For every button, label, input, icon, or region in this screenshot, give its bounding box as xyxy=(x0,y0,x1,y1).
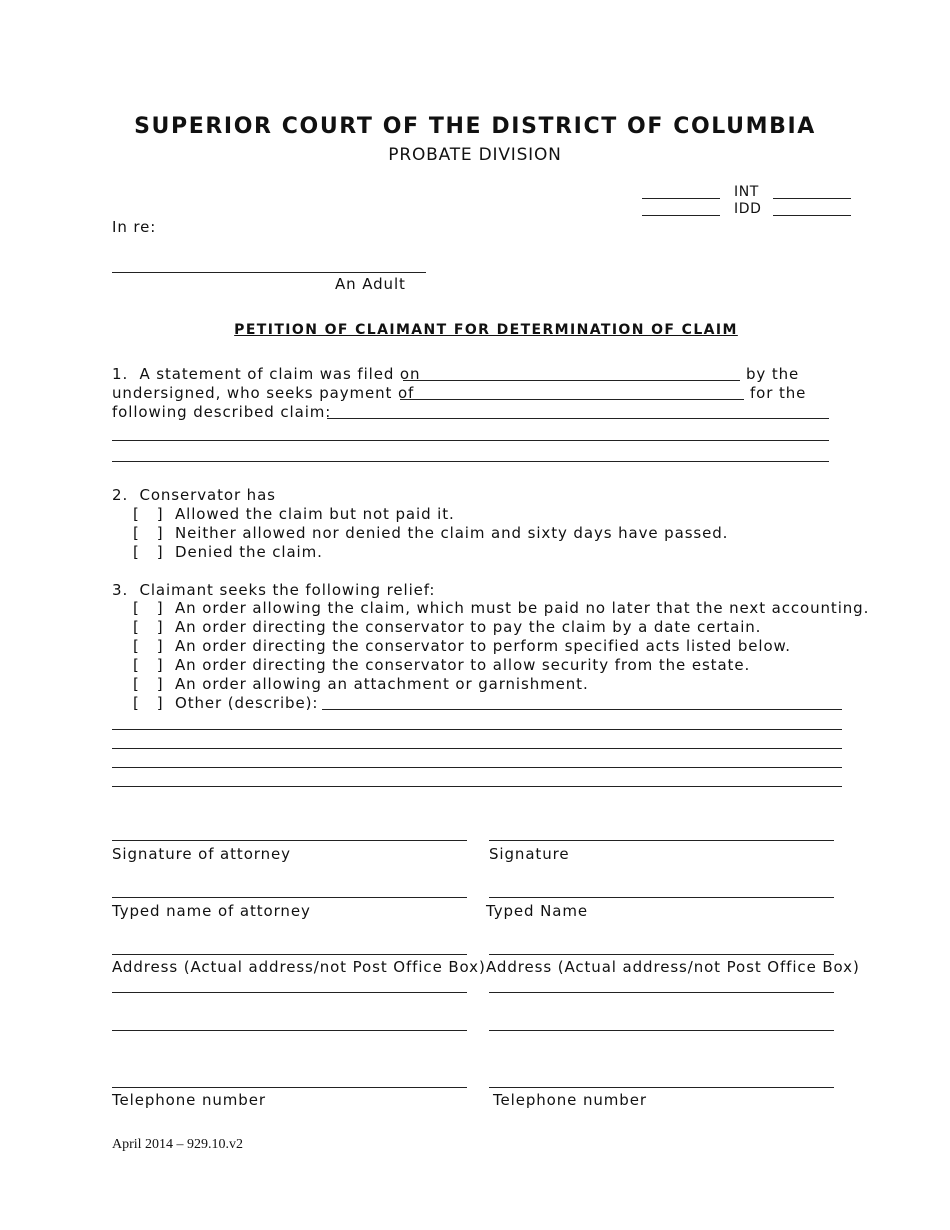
claimant-address-field-2[interactable] xyxy=(489,992,834,993)
claim-description-field-1[interactable] xyxy=(327,418,829,419)
section2-checkbox-2[interactable]: [ ] xyxy=(133,524,164,542)
attorney-telephone-label: Telephone number xyxy=(112,1091,266,1109)
form-version-footer: April 2014 – 929.10.v2 xyxy=(112,1137,244,1152)
petition-title: PETITION OF CLAIMANT FOR DETERMINATION OF CLAIM xyxy=(234,322,738,338)
section3-option-1: An order allowing the claim, which must be paid no later that the next accounting. xyxy=(175,599,870,617)
section3-checkbox-2[interactable]: [ ] xyxy=(133,618,164,636)
section1-line1-text: 1. A statement of claim was filed on xyxy=(112,365,421,383)
court-title: SUPERIOR COURT OF THE DISTRICT OF COLUMBIA xyxy=(134,114,816,139)
section2-checkbox-1[interactable]: [ ] xyxy=(133,505,164,523)
section3-checkbox-6[interactable]: [ ] xyxy=(133,694,164,712)
attorney-address-field-1[interactable] xyxy=(112,954,467,955)
claimant-address-field-1[interactable] xyxy=(489,954,834,955)
attorney-address-field-3[interactable] xyxy=(112,1030,467,1031)
payment-amount-field[interactable] xyxy=(400,399,744,400)
claimant-address-field-3[interactable] xyxy=(489,1030,834,1031)
int-right-field[interactable] xyxy=(773,198,851,199)
claimant-telephone-field[interactable] xyxy=(489,1087,834,1088)
other-describe-field-5[interactable] xyxy=(112,786,842,787)
adult-caption: An Adult xyxy=(335,275,406,293)
other-describe-field-1[interactable] xyxy=(322,709,842,710)
attorney-typed-name-label: Typed name of attorney xyxy=(112,902,311,920)
division-title: PROBATE DIVISION xyxy=(388,145,562,165)
attorney-telephone-field[interactable] xyxy=(112,1087,467,1088)
claimant-signature-field[interactable] xyxy=(489,840,834,841)
claimant-typed-name-field[interactable] xyxy=(489,897,834,898)
section3-checkbox-4[interactable]: [ ] xyxy=(133,656,164,674)
other-describe-field-4[interactable] xyxy=(112,767,842,768)
section3-option-5: An order allowing an attachment or garnishment. xyxy=(175,675,589,693)
attorney-address-label: Address (Actual address/not Post Office Box) xyxy=(112,958,486,976)
section2-heading: 2. Conservator has xyxy=(112,486,276,504)
section3-checkbox-1[interactable]: [ ] xyxy=(133,599,164,617)
int-left-field[interactable] xyxy=(642,198,720,199)
section1-line2-text: undersigned, who seeks payment of xyxy=(112,384,415,402)
attorney-signature-field[interactable] xyxy=(112,840,467,841)
section2-option-2: Neither allowed nor denied the claim and sixty days have passed. xyxy=(175,524,729,542)
section2-option-3: Denied the claim. xyxy=(175,543,323,561)
section3-option-3: An order directing the conservator to perform specified acts listed below. xyxy=(175,637,791,655)
claimant-typed-name-label: Typed Name xyxy=(486,902,588,920)
section1-line3-text: following described claim: xyxy=(112,403,332,421)
other-describe-field-3[interactable] xyxy=(112,748,842,749)
idd-right-field[interactable] xyxy=(773,215,851,216)
other-describe-field-2[interactable] xyxy=(112,729,842,730)
claim-description-field-2[interactable] xyxy=(112,440,829,441)
attorney-typed-name-field[interactable] xyxy=(112,897,467,898)
claimant-address-label: Address (Actual address/not Post Office Box) xyxy=(486,958,860,976)
section2-option-1: Allowed the claim but not paid it. xyxy=(175,505,455,523)
claim-description-field-3[interactable] xyxy=(112,461,829,462)
attorney-address-field-2[interactable] xyxy=(112,992,467,993)
in-re-label: In re: xyxy=(112,218,157,236)
attorney-signature-label: Signature of attorney xyxy=(112,845,291,863)
idd-label: IDD xyxy=(734,201,762,217)
section3-checkbox-5[interactable]: [ ] xyxy=(133,675,164,693)
claimant-telephone-label: Telephone number xyxy=(493,1091,647,1109)
section1-line1-end: by the xyxy=(746,365,800,383)
section2-checkbox-3[interactable]: [ ] xyxy=(133,543,164,561)
section3-option-2: An order directing the conservator to pay the claim by a date certain. xyxy=(175,618,762,636)
adult-name-field[interactable] xyxy=(112,272,426,273)
claimant-signature-label: Signature xyxy=(489,845,570,863)
section3-option-4: An order directing the conservator to allow security from the estate. xyxy=(175,656,751,674)
claim-filed-date-field[interactable] xyxy=(403,380,740,381)
section3-checkbox-3[interactable]: [ ] xyxy=(133,637,164,655)
section3-option-6: Other (describe): xyxy=(175,694,319,712)
idd-left-field[interactable] xyxy=(642,215,720,216)
int-label: INT xyxy=(734,184,759,200)
section1-line2-end: for the xyxy=(750,384,807,402)
section3-heading: 3. Claimant seeks the following relief: xyxy=(112,581,436,599)
